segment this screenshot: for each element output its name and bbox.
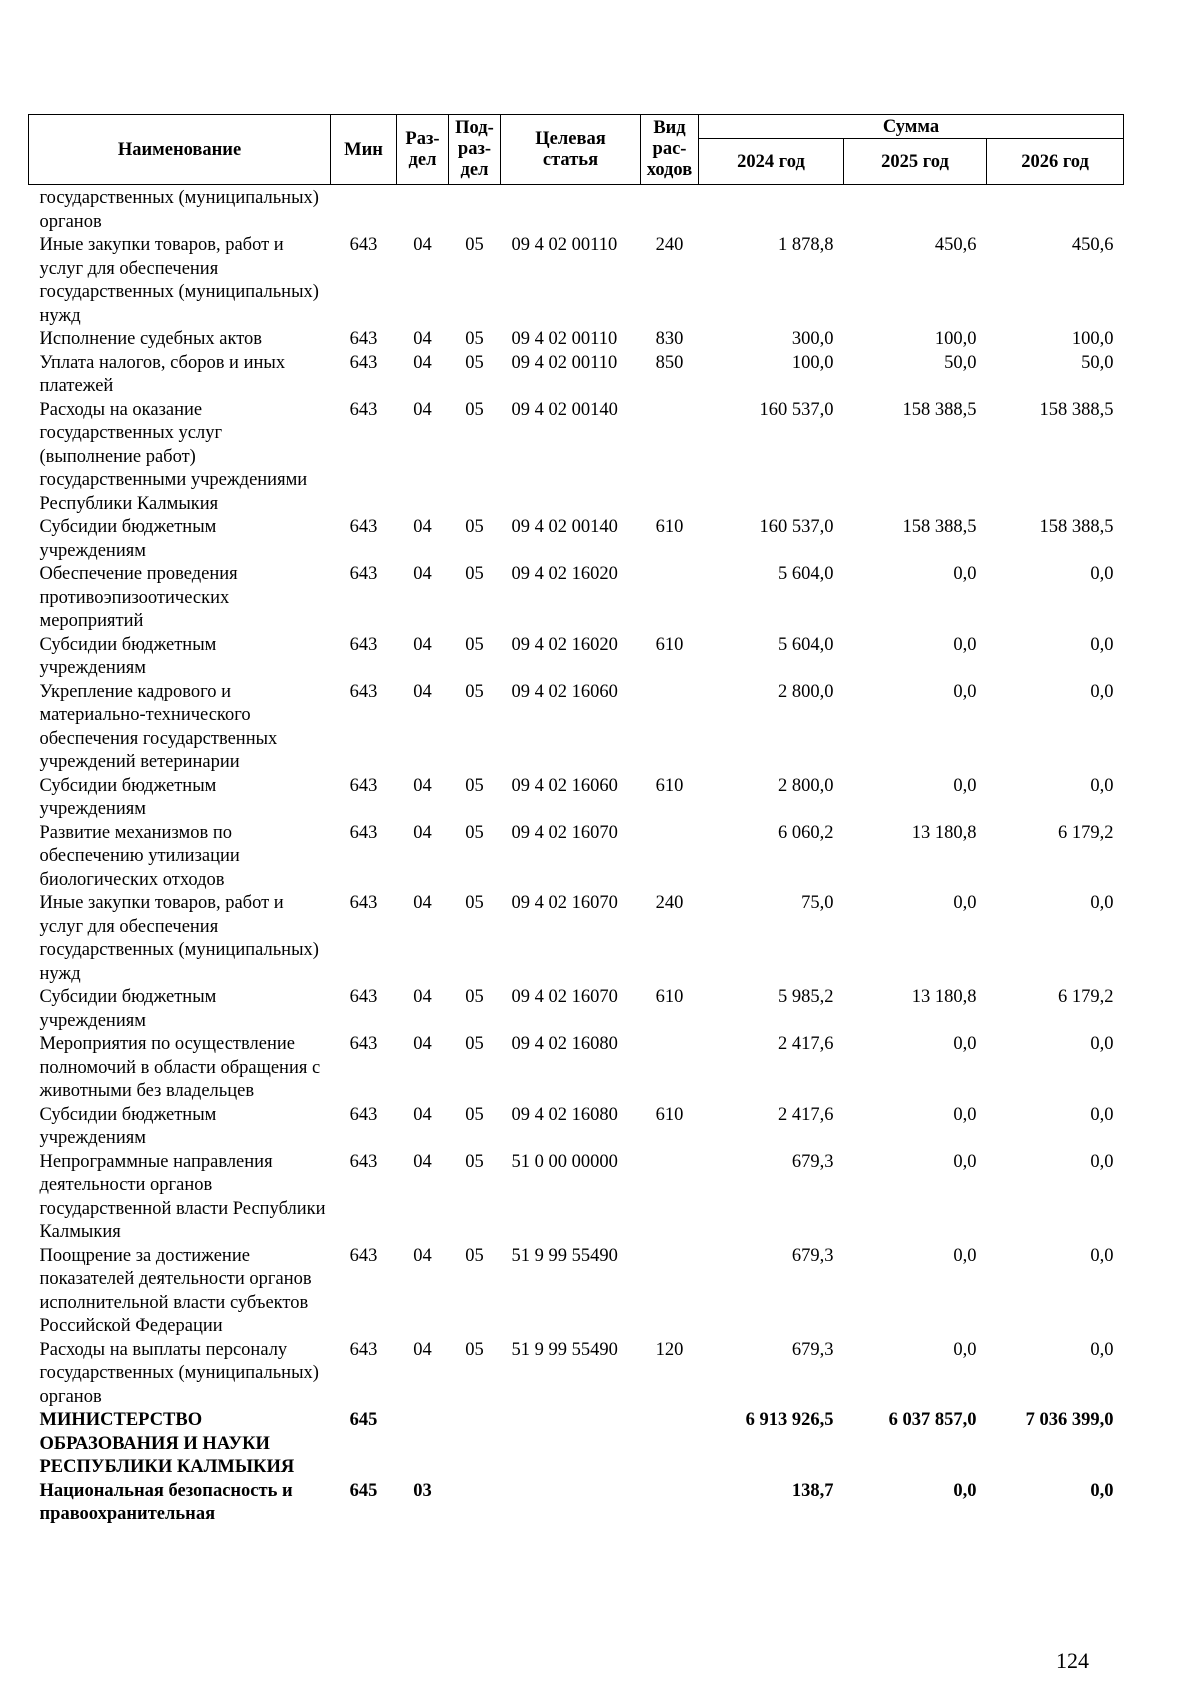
row-podrazdel: 05 bbox=[465, 681, 484, 702]
row-name: Поощрение за достижение показателей деятельности органов исполнительной власти субъектов Российской Федерации bbox=[39, 1245, 312, 1336]
row-name: Национальная безопасность и правоохранительная bbox=[39, 1480, 293, 1524]
row-podrazdel: 05 bbox=[465, 564, 484, 584]
table-row bbox=[29, 822, 1124, 893]
row-name: Обеспечение проведения противоэпизоотических мероприятий bbox=[39, 564, 238, 631]
row-tselevaya-statya: 09 4 02 00110 bbox=[511, 352, 618, 373]
row-razdel: 04 bbox=[413, 987, 432, 1007]
row-amount-2025: 0,0 bbox=[953, 1104, 977, 1125]
row-name: Расходы на выплаты персоналу государственных (муниципальных) органов bbox=[39, 1339, 319, 1407]
row-min: 645 bbox=[349, 1410, 378, 1430]
table-row bbox=[29, 352, 1124, 399]
row-amount-2024: 5 604,0 bbox=[778, 564, 834, 584]
row-name: государственных (муниципальных) органов bbox=[39, 188, 319, 232]
row-amount-2026: 0,0 bbox=[1090, 1151, 1114, 1172]
row-amount-2025: 0,0 bbox=[953, 1480, 977, 1501]
row-amount-2026: 450,6 bbox=[1071, 235, 1114, 255]
row-razdel bbox=[397, 185, 449, 235]
row-min: 643 bbox=[349, 517, 378, 537]
row-tselevaya-statya: 09 4 02 16020 bbox=[511, 634, 618, 655]
row-tselevaya-statya: 09 4 02 00110 bbox=[511, 235, 618, 255]
row-vid-raskhodov bbox=[641, 1245, 699, 1339]
row-vid-raskhodov bbox=[641, 399, 699, 517]
row-razdel: 03 bbox=[413, 1480, 432, 1501]
row-amount-2025: 50,0 bbox=[944, 352, 977, 373]
row-min: 643 bbox=[349, 235, 378, 255]
row-vid-raskhodov bbox=[641, 681, 699, 775]
row-podrazdel: 05 bbox=[465, 822, 484, 843]
row-razdel: 04 bbox=[413, 1245, 432, 1266]
row-podrazdel bbox=[449, 1480, 501, 1527]
row-name: Субсидии бюджетным учреждениям bbox=[39, 987, 217, 1031]
row-tselevaya-statya: 09 4 02 16080 bbox=[511, 1034, 618, 1054]
row-name: Субсидии бюджетным учреждениям bbox=[39, 775, 217, 819]
row-name: Иные закупки товаров, работ и услуг для обеспечения государственных (муниципальных) нужд bbox=[39, 235, 319, 326]
row-tselevaya-statya: 09 4 02 16020 bbox=[511, 564, 618, 584]
row-amount-2025: 0,0 bbox=[953, 1339, 977, 1360]
row-razdel: 04 bbox=[413, 1151, 432, 1172]
table-header bbox=[29, 115, 1124, 185]
row-vid-raskhodov bbox=[641, 1409, 699, 1480]
row-podrazdel: 05 bbox=[465, 1245, 484, 1266]
row-amount-2026: 0,0 bbox=[1090, 1104, 1114, 1125]
row-amount-2024: 138,7 bbox=[791, 1480, 834, 1501]
row-amount-2024 bbox=[699, 185, 844, 235]
row-amount-2025: 13 180,8 bbox=[911, 822, 977, 843]
row-name: Непрограммные направления деятельности органов государственной власти Республики Калмыкия bbox=[39, 1151, 326, 1242]
header-summa: Сумма bbox=[699, 115, 1124, 139]
row-tselevaya-statya bbox=[501, 1480, 641, 1527]
row-razdel: 04 bbox=[413, 1034, 432, 1054]
header-year-2026: 2026 год bbox=[987, 139, 1124, 185]
row-name: Укрепление кадрового и материально-технического обеспечения государственных учреждений ветеринарии bbox=[39, 681, 278, 772]
row-razdel: 04 bbox=[413, 1339, 432, 1360]
row-amount-2025 bbox=[844, 185, 987, 235]
row-name: Мероприятия по осуществление полномочий в области обращения с животными без владельцев bbox=[39, 1034, 321, 1101]
row-name: Иные закупки товаров, работ и услуг для обеспечения государственных (муниципальных) нужд bbox=[39, 893, 319, 984]
row-amount-2025: 6 037 857,0 bbox=[888, 1410, 977, 1430]
row-razdel: 04 bbox=[413, 329, 432, 349]
row-amount-2025: 0,0 bbox=[953, 634, 977, 655]
row-vid-raskhodov bbox=[641, 822, 699, 893]
row-razdel: 04 bbox=[413, 517, 432, 537]
row-vid-raskhodov: 240 bbox=[655, 893, 684, 913]
row-min: 643 bbox=[349, 775, 378, 796]
row-name: Субсидии бюджетным учреждениям bbox=[39, 634, 217, 678]
row-amount-2026: 0,0 bbox=[1090, 893, 1114, 913]
row-vid-raskhodov: 610 bbox=[655, 634, 684, 655]
row-razdel: 04 bbox=[413, 352, 432, 373]
table-row bbox=[29, 234, 1124, 328]
row-amount-2025: 0,0 bbox=[953, 1151, 977, 1172]
row-vid-raskhodov: 610 bbox=[655, 775, 684, 796]
header-min: Мин bbox=[331, 115, 397, 185]
row-amount-2026: 0,0 bbox=[1090, 564, 1114, 584]
row-amount-2025: 158 388,5 bbox=[902, 399, 977, 420]
row-min bbox=[331, 185, 397, 235]
table-row bbox=[29, 1339, 1124, 1410]
row-amount-2026: 0,0 bbox=[1090, 681, 1114, 702]
table-row bbox=[29, 328, 1124, 352]
budget-table bbox=[28, 114, 1124, 1527]
row-name: Исполнение судебных актов bbox=[39, 329, 263, 349]
row-podrazdel: 05 bbox=[465, 352, 484, 373]
row-amount-2024: 6 913 926,5 bbox=[745, 1410, 834, 1430]
row-amount-2024: 2 800,0 bbox=[778, 775, 834, 796]
row-amount-2026: 0,0 bbox=[1090, 1480, 1114, 1501]
row-min: 643 bbox=[349, 1245, 378, 1266]
table-row bbox=[29, 1480, 1124, 1527]
table-row bbox=[29, 681, 1124, 775]
row-amount-2024: 2 417,6 bbox=[778, 1034, 834, 1054]
table-row bbox=[29, 775, 1124, 822]
row-vid-raskhodov: 610 bbox=[655, 987, 684, 1007]
row-name: Субсидии бюджетным учреждениям bbox=[39, 1104, 217, 1148]
row-amount-2025: 13 180,8 bbox=[911, 987, 977, 1007]
row-podrazdel: 05 bbox=[465, 1151, 484, 1172]
row-tselevaya-statya: 51 9 99 55490 bbox=[511, 1339, 618, 1360]
row-tselevaya-statya: 51 9 99 55490 bbox=[511, 1245, 618, 1266]
row-amount-2024: 1 878,8 bbox=[778, 235, 834, 255]
row-min: 643 bbox=[349, 893, 378, 913]
row-name: МИНИСТЕРСТВО ОБРАЗОВАНИЯ И НАУКИ РЕСПУБЛИКИ КАЛМЫКИЯ bbox=[39, 1410, 295, 1477]
row-amount-2024: 75,0 bbox=[801, 893, 834, 913]
row-tselevaya-statya: 09 4 02 16060 bbox=[511, 681, 618, 702]
row-min: 643 bbox=[349, 399, 378, 420]
row-name: Развитие механизмов по обеспечению утилизации биологических отходов bbox=[39, 822, 240, 890]
row-min: 643 bbox=[349, 564, 378, 584]
row-amount-2025: 0,0 bbox=[953, 681, 977, 702]
row-tselevaya-statya: 51 0 00 00000 bbox=[511, 1151, 618, 1172]
row-tselevaya-statya: 09 4 02 16080 bbox=[511, 1104, 618, 1125]
row-vid-raskhodov bbox=[641, 563, 699, 634]
row-tselevaya-statya: 09 4 02 00110 bbox=[511, 329, 618, 349]
row-amount-2024: 2 417,6 bbox=[778, 1104, 834, 1125]
row-amount-2025: 158 388,5 bbox=[902, 517, 977, 537]
row-min: 643 bbox=[349, 1104, 378, 1125]
row-amount-2026: 0,0 bbox=[1090, 1034, 1114, 1054]
row-amount-2026: 0,0 bbox=[1090, 1245, 1114, 1266]
table-row bbox=[29, 986, 1124, 1033]
row-tselevaya-statya: 09 4 02 16070 bbox=[511, 822, 618, 843]
row-amount-2026: 50,0 bbox=[1081, 352, 1114, 373]
table-row bbox=[29, 1245, 1124, 1339]
row-amount-2026: 7 036 399,0 bbox=[1025, 1410, 1114, 1430]
row-amount-2026: 158 388,5 bbox=[1039, 517, 1114, 537]
row-podrazdel: 05 bbox=[465, 893, 484, 913]
row-amount-2025: 0,0 bbox=[953, 564, 977, 584]
table-body bbox=[29, 185, 1124, 1527]
row-amount-2026 bbox=[987, 185, 1124, 235]
row-podrazdel: 05 bbox=[465, 517, 484, 537]
row-razdel: 04 bbox=[413, 235, 432, 255]
row-amount-2026: 0,0 bbox=[1090, 775, 1114, 796]
row-razdel: 04 bbox=[413, 681, 432, 702]
row-amount-2026: 100,0 bbox=[1071, 329, 1114, 349]
row-vid-raskhodov: 850 bbox=[655, 352, 684, 373]
table-row bbox=[29, 516, 1124, 563]
header-razdel: Раз- дел bbox=[397, 115, 449, 185]
table-row bbox=[29, 634, 1124, 681]
row-tselevaya-statya bbox=[501, 1409, 641, 1480]
row-min: 645 bbox=[349, 1480, 378, 1501]
header-year-2024: 2024 год bbox=[699, 139, 844, 185]
row-min: 643 bbox=[349, 822, 378, 843]
header-vid-raskhodov: Вид рас- ходов bbox=[641, 115, 699, 185]
row-name: Расходы на оказание государственных услуг (выполнение работ) государственными учреждениями Республики Калмыкия bbox=[39, 399, 308, 514]
row-tselevaya-statya: 09 4 02 00140 bbox=[511, 517, 618, 537]
row-min: 643 bbox=[349, 352, 378, 373]
row-vid-raskhodov: 610 bbox=[655, 1104, 684, 1125]
row-vid-raskhodov: 610 bbox=[655, 517, 684, 537]
row-amount-2026: 158 388,5 bbox=[1039, 399, 1114, 420]
row-vid-raskhodov bbox=[641, 1033, 699, 1104]
table-row bbox=[29, 399, 1124, 517]
row-podrazdel bbox=[449, 1409, 501, 1480]
row-tselevaya-statya: 09 4 02 16070 bbox=[511, 893, 618, 913]
row-razdel: 04 bbox=[413, 634, 432, 655]
row-name: Уплата налогов, сборов и иных платежей bbox=[39, 352, 286, 396]
row-amount-2024: 679,3 bbox=[791, 1245, 834, 1266]
row-podrazdel: 05 bbox=[465, 775, 484, 796]
page-number: 124 bbox=[1056, 1648, 1089, 1673]
row-amount-2026: 0,0 bbox=[1090, 1339, 1114, 1360]
row-podrazdel: 05 bbox=[465, 634, 484, 655]
row-razdel: 04 bbox=[413, 893, 432, 913]
row-min: 643 bbox=[349, 681, 378, 702]
header-tselevaya-statya: Целевая статья bbox=[501, 115, 641, 185]
row-tselevaya-statya bbox=[501, 185, 641, 235]
row-podrazdel: 05 bbox=[465, 1339, 484, 1360]
row-tselevaya-statya: 09 4 02 16070 bbox=[511, 987, 618, 1007]
row-tselevaya-statya: 09 4 02 00140 bbox=[511, 399, 618, 420]
row-podrazdel: 05 bbox=[465, 1034, 484, 1054]
row-podrazdel: 05 bbox=[465, 329, 484, 349]
row-amount-2024: 5 604,0 bbox=[778, 634, 834, 655]
row-podrazdel: 05 bbox=[465, 987, 484, 1007]
row-razdel: 04 bbox=[413, 399, 432, 420]
row-razdel: 04 bbox=[413, 564, 432, 584]
row-vid-raskhodov: 240 bbox=[655, 235, 684, 255]
table-row bbox=[29, 1151, 1124, 1245]
row-amount-2026: 6 179,2 bbox=[1058, 987, 1114, 1007]
row-amount-2025: 0,0 bbox=[953, 775, 977, 796]
row-razdel: 04 bbox=[413, 775, 432, 796]
table-row bbox=[29, 1104, 1124, 1151]
row-name: Субсидии бюджетным учреждениям bbox=[39, 517, 217, 561]
row-tselevaya-statya: 09 4 02 16060 bbox=[511, 775, 618, 796]
table-row bbox=[29, 185, 1124, 235]
header-name: Наименование bbox=[29, 115, 331, 185]
row-amount-2024: 5 985,2 bbox=[778, 987, 834, 1007]
row-amount-2026: 0,0 bbox=[1090, 634, 1114, 655]
row-amount-2024: 679,3 bbox=[791, 1151, 834, 1172]
row-podrazdel: 05 bbox=[465, 1104, 484, 1125]
row-min: 643 bbox=[349, 1151, 378, 1172]
row-razdel: 04 bbox=[413, 822, 432, 843]
table-row bbox=[29, 892, 1124, 986]
row-vid-raskhodov: 830 bbox=[655, 329, 684, 349]
row-vid-raskhodov bbox=[641, 185, 699, 235]
header-year-2025: 2025 год bbox=[844, 139, 987, 185]
table-row bbox=[29, 563, 1124, 634]
row-min: 643 bbox=[349, 329, 378, 349]
table-row bbox=[29, 1409, 1124, 1480]
row-podrazdel: 05 bbox=[465, 235, 484, 255]
row-amount-2024: 679,3 bbox=[791, 1339, 834, 1360]
row-podrazdel: 05 bbox=[465, 399, 484, 420]
row-amount-2025: 0,0 bbox=[953, 1245, 977, 1266]
row-vid-raskhodov bbox=[641, 1151, 699, 1245]
row-amount-2026: 6 179,2 bbox=[1058, 822, 1114, 843]
row-min: 643 bbox=[349, 1034, 378, 1054]
row-vid-raskhodov: 120 bbox=[655, 1339, 684, 1360]
row-razdel bbox=[397, 1409, 449, 1480]
row-amount-2025: 0,0 bbox=[953, 1034, 977, 1054]
row-min: 643 bbox=[349, 1339, 378, 1360]
table-row bbox=[29, 1033, 1124, 1104]
row-min: 643 bbox=[349, 987, 378, 1007]
row-amount-2024: 160 537,0 bbox=[759, 399, 834, 420]
row-amount-2024: 2 800,0 bbox=[778, 681, 834, 702]
row-amount-2025: 450,6 bbox=[934, 235, 977, 255]
row-razdel: 04 bbox=[413, 1104, 432, 1125]
row-podrazdel bbox=[449, 185, 501, 235]
header-podrazdel: Под- раз- дел bbox=[449, 115, 501, 185]
row-amount-2024: 100,0 bbox=[791, 352, 834, 373]
row-min: 643 bbox=[349, 634, 378, 655]
row-amount-2025: 100,0 bbox=[934, 329, 977, 349]
row-vid-raskhodov bbox=[641, 1480, 699, 1527]
row-amount-2024: 300,0 bbox=[791, 329, 834, 349]
row-amount-2025: 0,0 bbox=[953, 893, 977, 913]
row-amount-2024: 6 060,2 bbox=[778, 822, 834, 843]
row-amount-2024: 160 537,0 bbox=[759, 517, 834, 537]
